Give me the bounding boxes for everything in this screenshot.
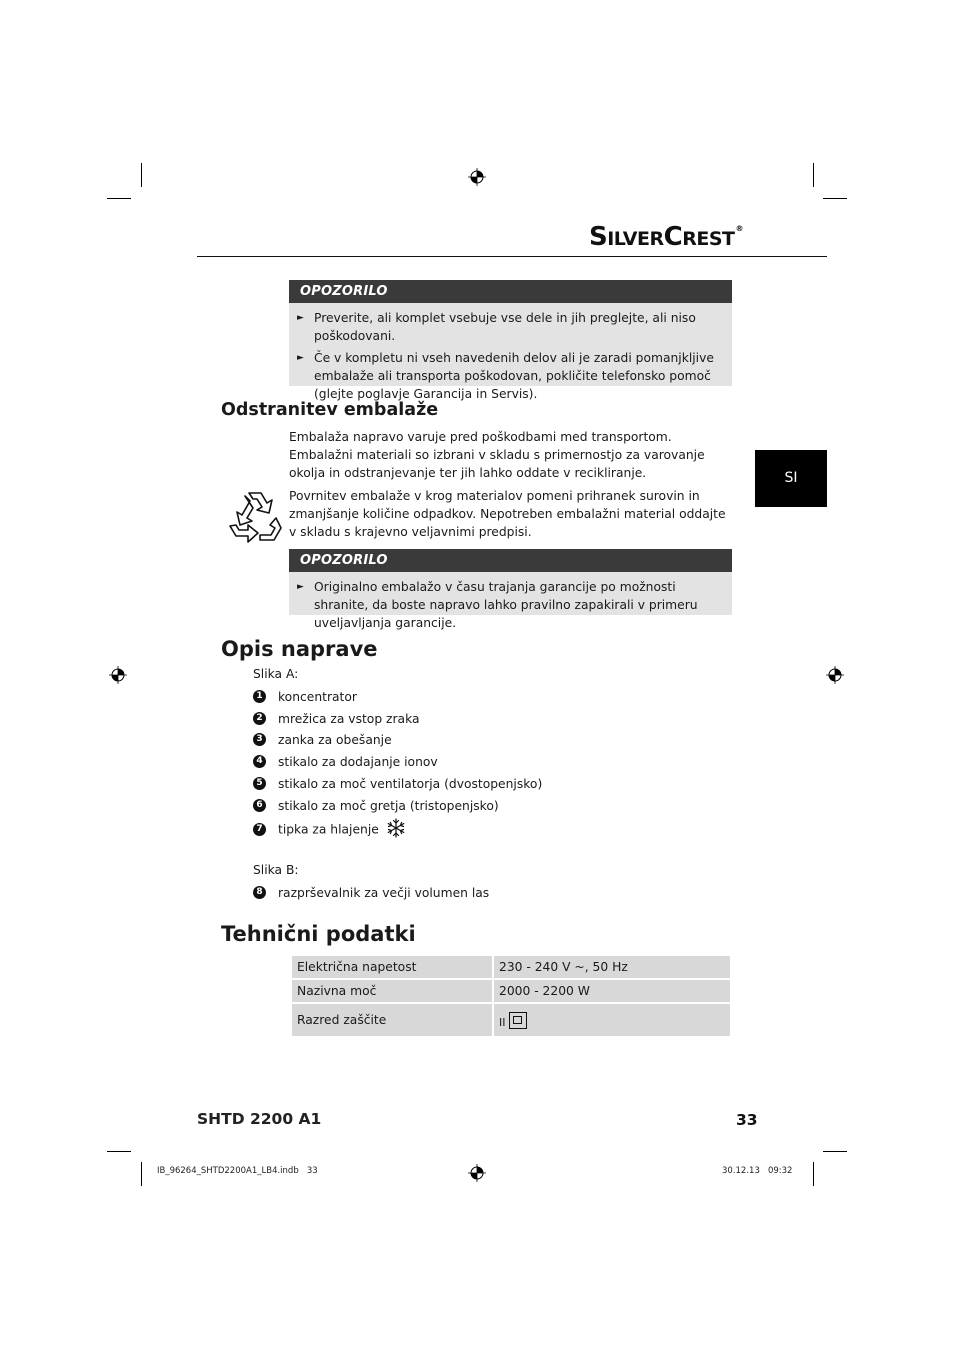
registration-mark-icon [109,666,127,684]
language-tab: SI [755,450,827,507]
table-row [292,980,730,1002]
list-item: 6 stikalo za moč gretja (tristopenjsko) [253,798,499,814]
crop-mark [813,1162,814,1186]
list-item: 4 stikalo za dodajanje ionov [253,754,438,770]
table-cell-label: Razred zaščite [292,1004,492,1036]
header-rule [197,256,827,257]
item-number: 2 [253,712,266,725]
crop-mark [141,1162,142,1186]
section-heading-technical: Tehnični podatki [221,922,416,946]
bullet-arrow-icon: ► [297,582,304,592]
figure-caption: Slika A: [253,667,299,681]
crop-mark [141,163,142,187]
footer-model: SHTD 2200 A1 [197,1110,322,1128]
table-cell-value: 230 - 240 V ~, 50 Hz [494,956,730,978]
table-cell-value: II [494,1004,730,1036]
crop-mark [813,163,814,187]
table-cell-label: Električna napetost [292,956,492,978]
crop-mark [823,198,847,199]
item-number: 5 [253,777,266,790]
crop-mark [107,198,131,199]
registration-mark-icon [468,1164,486,1182]
warning-item: ► Preverite, ali komplet vsebuje vse dele in jih preglejte, ali niso poškodovani. [297,311,696,343]
table-cell-value: 2000 - 2200 W [494,980,730,1002]
file-slug: IB_96264_SHTD2200A1_LB4.indb 33 [157,1166,318,1176]
date-slug: 30.12.13 09:32 [722,1166,793,1176]
table-cell-label: Nazivna moč [292,980,492,1002]
packaging-paragraph: Embalaža napravo varuje pred poškodbami med transportom. Embalažni materiali so izbrani v skladu s primernostjo za varovanje okolja in odstranjevanje ter jih lahko oddate v recikliranje. [289,430,705,480]
warning-item: ► Originalno embalažo v času trajanja garancije po možnosti shranite, da boste napravo lahko pravilno zapakirali v primeru uveljavljanja garancije. [297,580,698,630]
bullet-arrow-icon: ► [297,353,304,363]
crop-mark [823,1151,847,1152]
warning-list [289,572,732,638]
warning-list [289,303,732,409]
list-item: 1 koncentrator [253,689,357,705]
figure-caption: Slika B: [253,863,299,877]
warning-title: OPOZORILO [289,549,732,572]
specs-table [290,954,732,1038]
brand-logo: SILVERCREST® [589,222,743,252]
protection-class-icon [509,1012,527,1029]
warning-box [289,280,732,401]
table-row [292,1004,730,1036]
warning-box [289,549,732,630]
section-heading-packaging: Odstranitev embalaže [221,400,439,420]
warning-title: OPOZORILO [289,280,732,303]
packaging-paragraph: Povrnitev embalaže v krog materialov pomeni prihranek surovin in zmanjšanje količine odpadkov. Nepotreben embalažni material oddajte v skladu s krajevno veljavnimi predpisi. [289,489,726,539]
section-heading-description: Opis naprave [221,637,378,661]
table-row [292,956,730,978]
list-item: 3 zanka za obešanje [253,732,392,748]
list-item: 2 mrežica za vstop zraka [253,711,420,727]
list-item: 8 razprševalnik za večji volumen las [253,885,489,901]
item-number: 4 [253,755,266,768]
warning-item: ► Če v kompletu ni vseh navedenih delov ali je zaradi pomanjkljive embalaže ali transporta poškodovan, pokličite telefonsko pomoč (glejte poglavje Garancija in Servis). [297,351,714,401]
item-number: 3 [253,733,266,746]
registration-mark-icon [468,168,486,186]
recycle-icon [226,488,284,546]
registration-mark-icon [826,666,844,684]
item-number: 8 [253,886,266,899]
snowflake-icon [386,818,406,838]
crop-mark [107,1151,131,1152]
item-number: 6 [253,799,266,812]
list-item: 5 stikalo za moč ventilatorja (dvostopenjsko) [253,776,542,792]
list-item: 7 tipka za hlajenje [253,820,406,836]
item-number: 7 [253,823,266,836]
item-number: 1 [253,690,266,703]
page-number: 33 [736,1111,758,1129]
bullet-arrow-icon: ► [297,313,304,323]
